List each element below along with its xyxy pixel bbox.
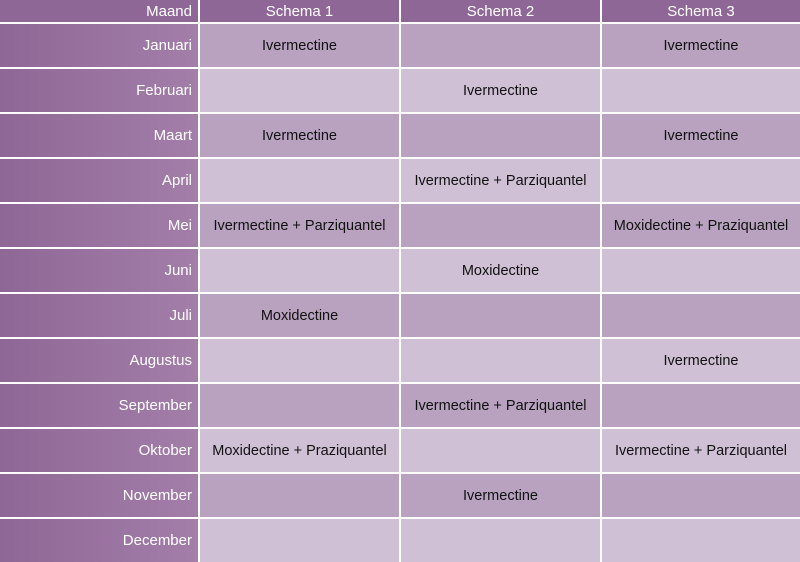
- month-cell: December: [0, 519, 198, 562]
- schema-1-cell: [200, 159, 399, 202]
- schema-2-cell: [401, 114, 600, 157]
- header-schema-2: Schema 2: [401, 0, 600, 22]
- schema-1-cell: [200, 249, 399, 292]
- schema-3-cell: [602, 159, 800, 202]
- schema-1-cell: Moxidectine + Praziquantel: [200, 429, 399, 472]
- schema-1-cell: Ivermectine: [200, 24, 399, 67]
- schema-1-cell: Ivermectine + Parziquantel: [200, 204, 399, 247]
- schema-1-cell: [200, 69, 399, 112]
- schema-2-cell: Ivermectine + Parziquantel: [401, 384, 600, 427]
- schema-3-cell: Ivermectine: [602, 114, 800, 157]
- schema-3-cell: [602, 294, 800, 337]
- schema-3-cell: [602, 474, 800, 517]
- schema-3-cell: Ivermectine: [602, 339, 800, 382]
- month-cell: Augustus: [0, 339, 198, 382]
- schema-1-cell: [200, 519, 399, 562]
- schema-2-cell: [401, 339, 600, 382]
- schema-1-cell: [200, 474, 399, 517]
- schema-2-cell: Ivermectine + Parziquantel: [401, 159, 600, 202]
- month-cell: September: [0, 384, 198, 427]
- month-cell: Februari: [0, 69, 198, 112]
- schema-3-cell: [602, 249, 800, 292]
- month-cell: Juni: [0, 249, 198, 292]
- schema-3-cell: Ivermectine: [602, 24, 800, 67]
- schema-2-cell: Moxidectine: [401, 249, 600, 292]
- header-month: Maand: [0, 0, 198, 22]
- schema-2-cell: [401, 519, 600, 562]
- schema-2-cell: Ivermectine: [401, 474, 600, 517]
- schema-2-cell: [401, 429, 600, 472]
- header-schema-1: Schema 1: [200, 0, 399, 22]
- schema-2-cell: [401, 204, 600, 247]
- schema-3-cell: [602, 519, 800, 562]
- schema-3-cell: [602, 69, 800, 112]
- header-schema-3: Schema 3: [602, 0, 800, 22]
- schema-1-cell: [200, 384, 399, 427]
- schema-2-cell: [401, 294, 600, 337]
- month-cell: November: [0, 474, 198, 517]
- month-cell: Mei: [0, 204, 198, 247]
- schema-2-cell: [401, 24, 600, 67]
- month-cell: Oktober: [0, 429, 198, 472]
- month-cell: Maart: [0, 114, 198, 157]
- month-cell: April: [0, 159, 198, 202]
- schema-1-cell: Moxidectine: [200, 294, 399, 337]
- schema-3-cell: Moxidectine + Praziquantel: [602, 204, 800, 247]
- schema-3-cell: Ivermectine + Parziquantel: [602, 429, 800, 472]
- schema-2-cell: Ivermectine: [401, 69, 600, 112]
- schema-1-cell: [200, 339, 399, 382]
- month-cell: Januari: [0, 24, 198, 67]
- schema-3-cell: [602, 384, 800, 427]
- schema-1-cell: Ivermectine: [200, 114, 399, 157]
- month-cell: Juli: [0, 294, 198, 337]
